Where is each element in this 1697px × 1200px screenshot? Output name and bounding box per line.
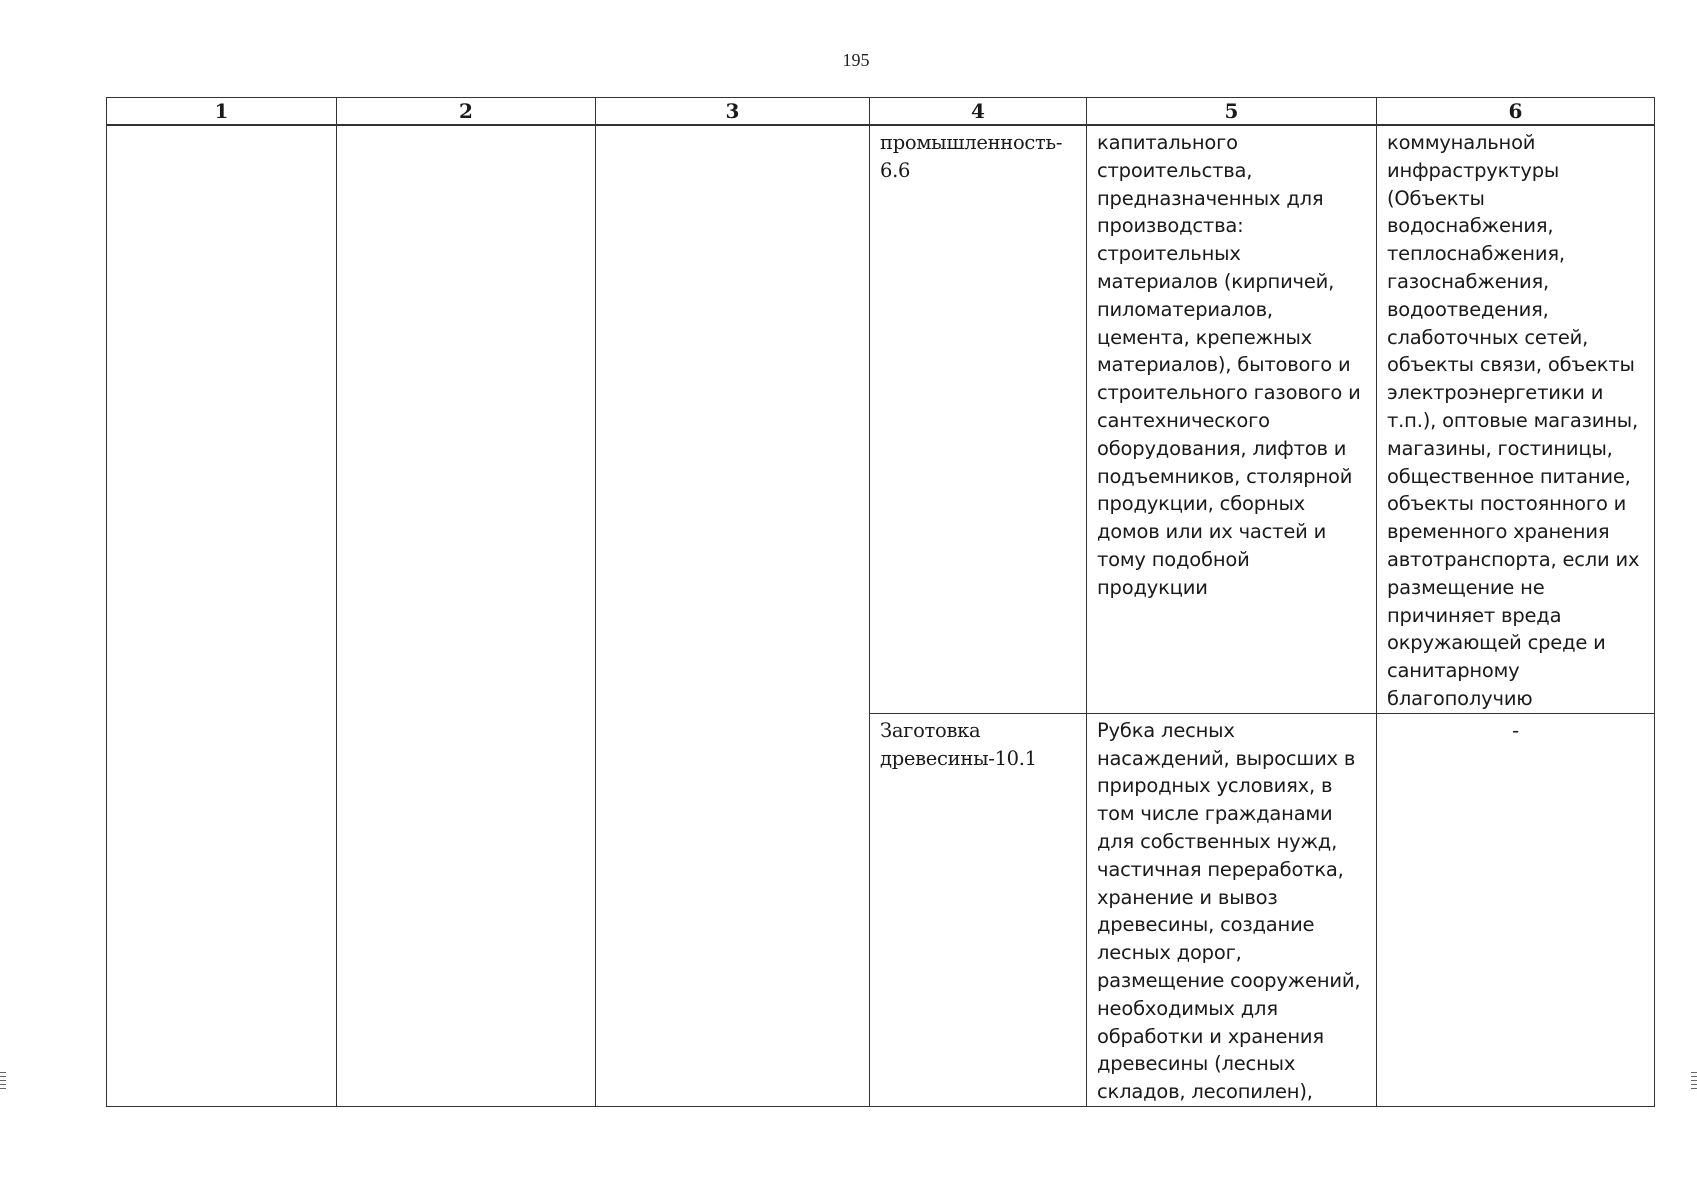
right-edge-scan-mark bbox=[1691, 1072, 1697, 1092]
column-header-2: 2 bbox=[337, 98, 596, 126]
land-use-description: Рубка лесных насаждений, выросших в природных условиях, в том числе гражданами для собственных нужд, частичная переработка, хранение и вывоз древесины, создание лесных дорог, размещение сооружений, необходимых для обработки и хранения древесины (лесных складов, лесопилен), bbox=[1097, 718, 1361, 1104]
table-cell-col2 bbox=[337, 125, 596, 1107]
table-cell-col6 bbox=[1377, 713, 1655, 1106]
table-cell-col6 bbox=[1377, 125, 1655, 713]
table-row bbox=[107, 125, 1655, 713]
land-use-type: промышленность- 6.6 bbox=[880, 131, 1063, 182]
land-use-type: Заготовка древесины-10.1 bbox=[880, 718, 1037, 770]
table-cell-col4 bbox=[870, 713, 1087, 1106]
permitted-objects: коммунальной инфраструктуры (Объекты водоснабжения, теплоснабжения, газоснабжения, водоотведения, слаботочных сетей, объекты связи, объекты электроэнергетики и т.п.), оптовые магазины, магазины, гостиницы, общественное питание, объекты постоянного и временного хранения автотранспорта, если их размещение не причиняет вреда окружающей среде и санитарному благополучию bbox=[1387, 131, 1640, 710]
page-number: 195 bbox=[842, 50, 870, 70]
left-edge-scan-mark bbox=[0, 1072, 6, 1092]
table-cell-col5 bbox=[1087, 125, 1377, 713]
column-header-4: 4 bbox=[870, 98, 1087, 126]
land-use-description: капитального строительства, предназначенных для производства: строительных материалов (кирпичей, пиломатериалов, цемента, крепежных материалов), бытового и строительного газового и сантехнического оборудования, лифтов и подъемников, столярной продукции, сборных домов или их частей и тому подобной продукции bbox=[1097, 131, 1361, 599]
permitted-objects: - bbox=[1512, 718, 1519, 742]
column-header-5: 5 bbox=[1087, 98, 1377, 126]
table-cell-col4 bbox=[870, 125, 1087, 713]
document-table bbox=[106, 97, 1655, 1107]
column-header-1: 1 bbox=[107, 98, 337, 126]
table-header-row bbox=[107, 98, 1655, 126]
column-header-6: 6 bbox=[1377, 98, 1655, 126]
table-cell-col3 bbox=[596, 125, 870, 1107]
column-header-3: 3 bbox=[596, 98, 870, 126]
table-cell-col5 bbox=[1087, 713, 1377, 1106]
table-cell-col1 bbox=[107, 125, 337, 1107]
